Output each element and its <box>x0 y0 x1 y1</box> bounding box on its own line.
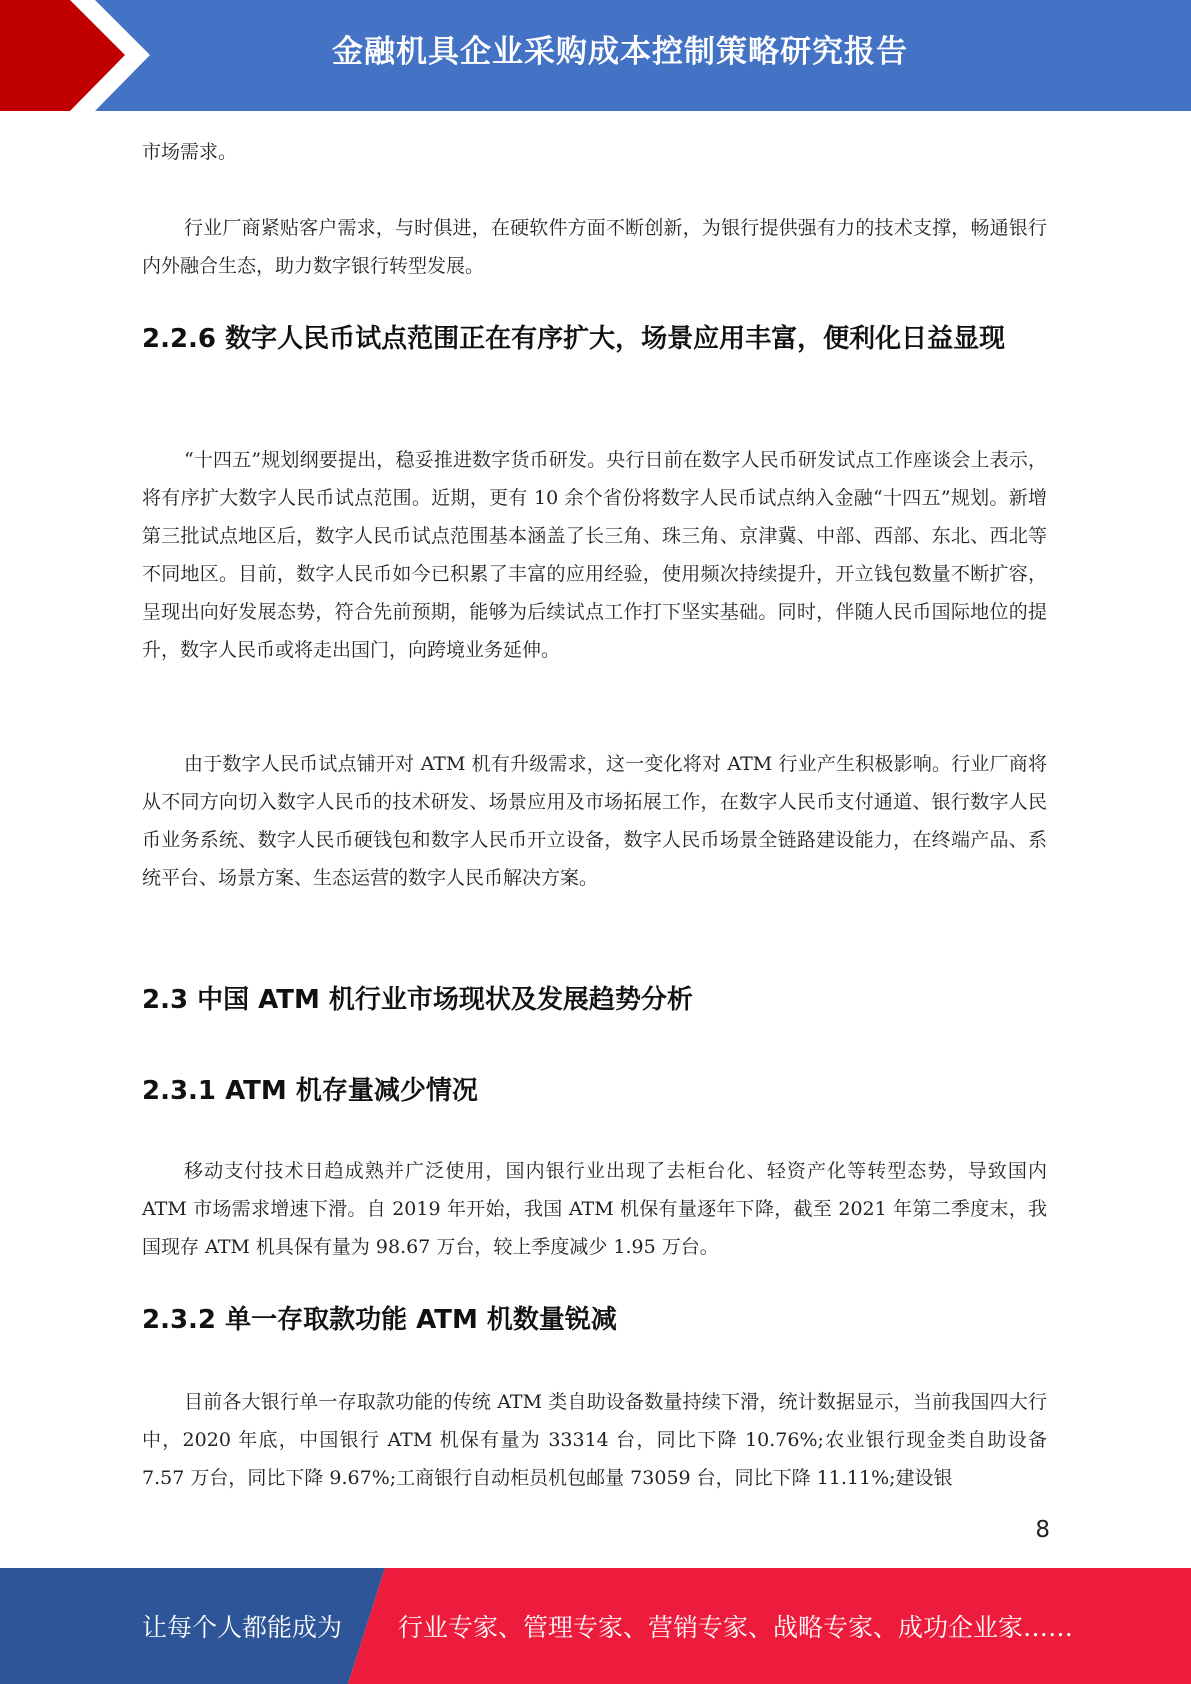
paragraph-bank-atm-stats: 目前各大银行单一存取款功能的传统 ATM 类自助设备数量持续下滑，统计数据显示，当前我国四大行中，2020 年底，中国银行 ATM 机保有量为 33314 台，同比下降 10.76%;农业银行现金类自助设备 7.57 万台，同比下降 9.67%;工商银行自动柜员机包邮量 73059 台，同比下降 11.11%;建设银 <box>142 1391 1047 1489</box>
heading-2-3: 2.3 中国 ATM 机行业市场现状及发展趋势分析 <box>142 985 693 1015</box>
page-footer <box>0 1568 1191 1684</box>
footer-slogan-right: 行业专家、管理专家、营销专家、战略专家、成功企业家…… <box>398 1613 1074 1642</box>
paragraph-industry-vendors: 行业厂商紧贴客户需求，与时俱进，在硬软件方面不断创新，为银行提供强有力的技术支撑，畅通银行内外融合生态，助力数字银行转型发展。 <box>142 217 1047 277</box>
page-number: 8 <box>1035 1517 1050 1543</box>
paragraph-atm-decline: 移动支付技术日趋成熟并广泛使用，国内银行业出现了去柜台化、轻资产化等转型态势，导致国内 ATM 市场需求增速下滑。自 2019 年开始，我国 ATM 机保有量逐年下降，截至 2021 年第二季度末，我国现存 ATM 机具保有量为 98.67 万台，较上季度减少 1.95 万台。 <box>142 1160 1047 1258</box>
heading-2-3-1: 2.3.1 ATM 机存量减少情况 <box>142 1076 478 1106</box>
heading-2-3-2: 2.3.2 单一存取款功能 ATM 机数量锐减 <box>142 1305 617 1335</box>
heading-2-2-6: 2.2.6 数字人民币试点范围正在有序扩大，场景应用丰富，便利化日益显现 <box>142 324 1006 354</box>
page-header <box>0 0 1191 111</box>
paragraph-digital-rmb-pilot: “十四五”规划纲要提出，稳妥推进数字货币研发。央行日前在数字人民币研发试点工作座谈会上表示，将有序扩大数字人民币试点范围。近期，更有 10 余个省份将数字人民币试点纳入金融“十四五”规划。新增第三批试点地区后，数字人民币试点范围基本涵盖了长三角、珠三角、京津冀、中部、西部、东北、西北等不同地区。目前，数字人民币如今已积累了丰富的应用经验，使用频次持续提升，开立钱包数量不断扩容，呈现出向好发展态势，符合先前预期，能够为后续试点工作打下坚实基础。同时，伴随人民币国际地位的提升，数字人民币或将走出国门，向跨境业务延伸。 <box>142 449 1047 661</box>
paragraph-atm-upgrade: 由于数字人民币试点铺开对 ATM 机有升级需求，这一变化将对 ATM 行业产生积极影响。行业厂商将从不同方向切入数字人民币的技术研发、场景应用及市场拓展工作，在数字人民币支付通道、银行数字人民币业务系统、数字人民币硬钱包和数字人民币开立设备，数字人民币场景全链路建设能力，在终端产品、系统平台、场景方案、生态运营的数字人民币解决方案。 <box>142 753 1047 889</box>
report-title: 金融机具企业采购成本控制策略研究报告 <box>332 34 908 70</box>
paragraph-continuation: 市场需求。 <box>142 141 238 163</box>
footer-slogan-left: 让每个人都能成为 <box>142 1613 343 1642</box>
